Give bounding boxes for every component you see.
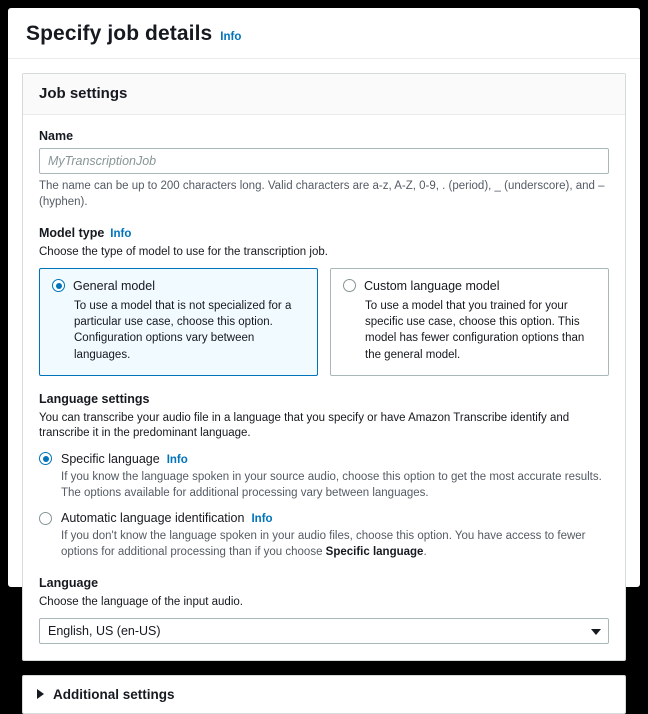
language-settings-description: You can transcribe your audio file in a language that you specify or have Amazon Transcribe identify and transcribe it in the predominant language. — [39, 411, 570, 440]
language-option-auto-desc-suffix: . — [423, 546, 427, 559]
model-type-tile-general-desc: To use a model that is not specialized for a particular use case, choose this option. Configuration options vary between languages. — [74, 299, 292, 361]
language-option-specific-row[interactable] — [39, 452, 609, 466]
model-type-tile-custom-top — [343, 279, 596, 293]
language-label-text: Language — [39, 576, 99, 591]
job-settings-title: Job settings — [39, 85, 128, 102]
model-type-tile-custom[interactable] — [330, 268, 609, 376]
page-header — [8, 8, 640, 59]
job-name-input[interactable] — [39, 148, 609, 174]
model-type-tiles — [39, 268, 609, 376]
page-title: Specify job details — [26, 22, 213, 45]
model-type-label — [39, 226, 609, 240]
language-option-specific-title: Specific language — [61, 451, 160, 466]
model-type-tile-general-top — [52, 279, 305, 293]
name-label — [39, 129, 609, 143]
radio-general-model[interactable] — [52, 279, 65, 292]
language-option-specific-label — [61, 452, 188, 466]
language-option-auto-title: Automatic language identification — [61, 511, 245, 526]
language-option-auto-desc-emphasis: Specific language — [325, 546, 424, 559]
model-type-tile-general[interactable] — [39, 268, 318, 376]
model-type-tile-custom-title: Custom language model — [364, 278, 500, 293]
language-option-auto-desc-prefix: If you don't know the language spoken in your audio files, choose this option. You have access to fewer options for additional processing than if you choose — [61, 530, 586, 559]
model-type-description: Choose the type of model to use for the transcription job. — [39, 246, 328, 259]
job-settings-card-body — [23, 115, 625, 660]
job-settings-card — [22, 73, 626, 661]
language-label — [39, 576, 609, 590]
page-container — [8, 8, 640, 702]
language-description: Choose the language of the input audio. — [39, 596, 243, 609]
additional-settings-label: Additional settings — [53, 686, 175, 702]
language-settings-section — [39, 392, 609, 560]
model-type-section — [39, 226, 609, 376]
specific-language-info-link[interactable]: Info — [166, 453, 188, 466]
model-type-info-link[interactable]: Info — [110, 228, 132, 241]
automatic-language-info-link[interactable]: Info — [251, 513, 273, 526]
language-select[interactable] — [39, 618, 609, 644]
page-info-link[interactable]: Info — [220, 31, 242, 43]
language-settings-label — [39, 392, 609, 406]
radio-automatic-language-identification[interactable] — [39, 512, 52, 525]
radio-custom-language-model[interactable] — [343, 279, 356, 292]
language-option-specific-desc: If you know the language spoken in your source audio, choose this option to get the most accurate results. The options available for additional processing vary between languages. — [61, 470, 602, 499]
job-settings-card-header — [23, 74, 625, 115]
radio-specific-language[interactable] — [39, 452, 52, 465]
language-select-section — [39, 576, 609, 644]
name-label-text: Name — [39, 129, 74, 143]
language-select-value: English, US (en-US) — [48, 623, 161, 638]
chevron-right-icon — [37, 689, 44, 699]
model-type-tile-custom-desc: To use a model that you trained for your specific use case, choose this option. This model has fewer configuration options than the general model. — [365, 299, 585, 361]
language-option-auto-label — [61, 511, 273, 525]
model-type-tile-general-title: General model — [73, 278, 155, 293]
model-type-label-text: Model type — [39, 226, 105, 241]
language-select-wrap — [39, 618, 609, 644]
language-option-auto-desc — [61, 528, 609, 560]
additional-settings-expander[interactable] — [22, 675, 626, 714]
name-helper-text: The name can be up to 200 characters long. Valid characters are a-z, A-Z, 0-9, . (period), _ (underscore), and – (hyphen). — [39, 180, 605, 208]
language-settings-label-text: Language settings — [39, 391, 150, 406]
language-option-auto-row[interactable] — [39, 511, 609, 525]
name-field-group — [39, 129, 609, 210]
